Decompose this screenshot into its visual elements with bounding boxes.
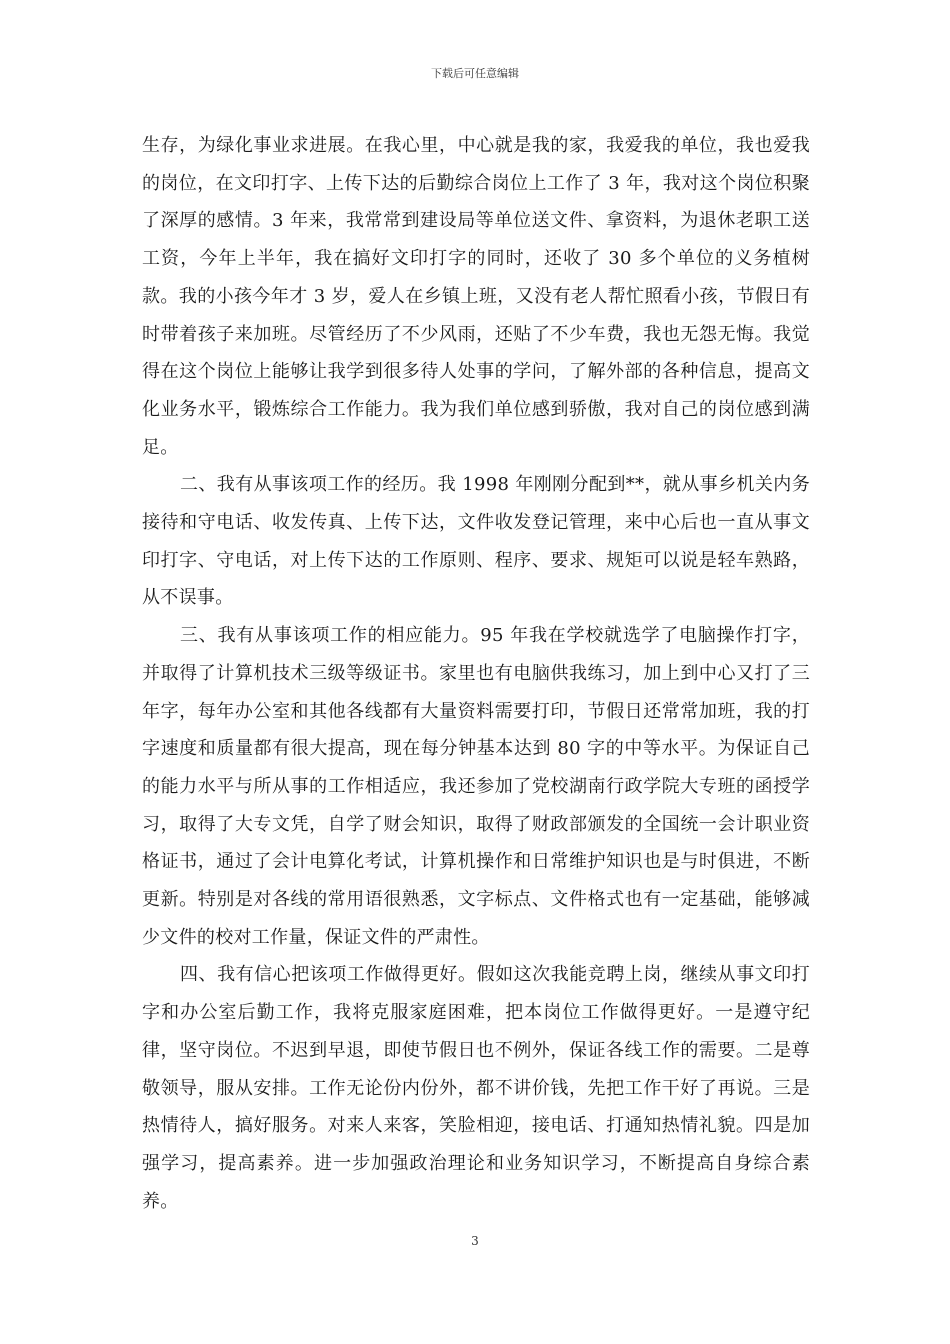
paragraph-3: 三、我有从事该项工作的相应能力。95 年我在学校就选学了电脑操作打字，并取得了计算机技术三级等级证书。家里也有电脑供我练习，加上到中心又打了三年字，每年办公室和其他各线都有大量资料需要打印，节假日还常常加班，我的打字速度和质量都有很大提高，现在每分钟基本达到 80 字的中等水平。为保证自己的能力水平与所从事的工作相适应，我还参加了党校湖南行政学院大专班的函授学习，取得了大专文凭，自学了财会知识，取得了财政部颁发的全国统一会计职业资格证书，通过了会计电算化考试，计算机操作和日常维护知识也是与时俱进，不断更新。特别是对各线的常用语很熟悉，文字标点、文件格式也有一定基础，能够减少文件的校对工作量，保证文件的严肃性。 — [142, 625, 810, 948]
paragraph-1: 生存，为绿化事业求进展。在我心里，中心就是我的家，我爱我的单位，我也爱我的岗位，在文印打字、上传下达的后勤综合岗位上工作了 3 年，我对这个岗位积聚了深厚的感情。3 年来，我常常到建设局等单位送文件、拿资料，为退休老职工送工资，今年上半年，我在搞好文印打字的同时，还收了 30 多个单位的义务植树款。我的小孩今年才 3 岁，爱人在乡镇上班，又没有老人帮忙照看小孩，节假日有时带着孩子来加班。尽管经历了不少风雨，还贴了不少车费，我也无怨无悔。我觉得在这个岗位上能够让我学到很多待人处事的学问，了解外部的各种信息，提高文化业务水平，锻炼综合工作能力。我为我们单位感到骄傲，我对自己的岗位感到满足。 — [142, 135, 810, 458]
document-body — [142, 127, 810, 1220]
page-number: 3 — [471, 1234, 479, 1248]
page-header: 下载后可任意编辑 — [431, 67, 519, 80]
paragraph-4: 四、我有信心把该项工作做得更好。假如这次我能竞聘上岗，继续从事文印打字和办公室后勤工作，我将克服家庭困难，把本岗位工作做得更好。一是遵守纪律，坚守岗位。不迟到早退，即使节假日也不例外，保证各线工作的需要。二是尊敬领导，服从安排。工作无论份内份外，都不讲价钱，先把工作干好了再说。三是热情待人，搞好服务。对来人来客，笑脸相迎，接电话、打通知热情礼貌。四是加强学习，提高素养。进一步加强政治理论和业务知识学习，不断提高自身综合素养。 — [142, 964, 810, 1212]
paragraph-2: 二、我有从事该项工作的经历。我 1998 年刚刚分配到**，就从事乡机关内务接待和守电话、收发传真、上传下达，文件收发登记管理，来中心后也一直从事文印打字、守电话，对上传下达的工作原则、程序、要求、规矩可以说是轻车熟路，从不误事。 — [142, 474, 810, 609]
